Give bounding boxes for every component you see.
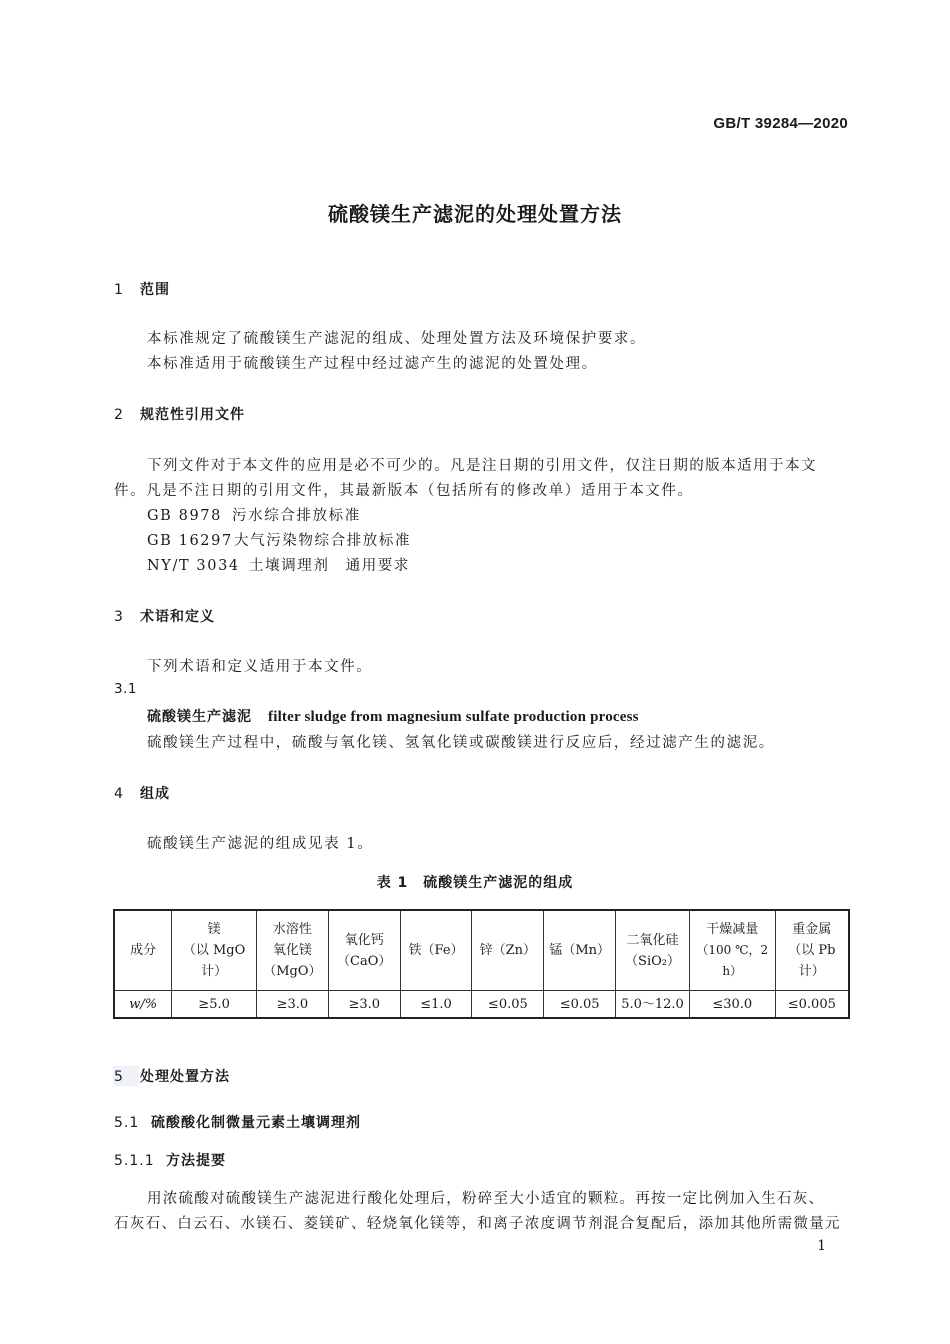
- reference-item: [147, 529, 411, 550]
- section-title: 方法提要: [166, 1153, 226, 1169]
- paragraph: 本标准适用于硫酸镁生产过程中经过滤产生的滤泥的处置处理。: [147, 356, 598, 372]
- section-2-heading: [114, 404, 245, 424]
- section-1-heading: [114, 279, 170, 299]
- table-cell: ≥3.0: [256, 991, 328, 1019]
- section-3-heading: [114, 606, 215, 626]
- table-cell: ≤0.05: [544, 991, 616, 1019]
- section-number: 5: [114, 1069, 124, 1085]
- header-cell: 镁 （以 MgO 计）: [172, 910, 257, 991]
- section-title: 组成: [140, 786, 170, 802]
- paragraph: 本标准规定了硫酸镁生产滤泥的组成、处理处置方法及环境保护要求。: [147, 331, 647, 347]
- page-number: 1: [817, 1238, 826, 1254]
- header-cell: 锌（Zn）: [472, 910, 544, 991]
- table-header-row: [114, 910, 849, 991]
- section-5-heading: [114, 1066, 230, 1086]
- section-number: 4: [114, 786, 124, 802]
- reference-item: [147, 504, 361, 525]
- header-cell: 干燥减量 （100 ℃，2 h）: [689, 910, 775, 991]
- paragraph: 石灰石、白云石、水镁石、菱镁矿、轻烧氧化镁等，和离子浓度调节剂混合复配后，添加其他所需微量元: [114, 1216, 841, 1232]
- reference-code: NY/T 3034: [147, 558, 240, 574]
- paragraph: 件。凡是不注日期的引用文件，其最新版本（包括所有的修改单）适用于本文件。: [114, 483, 694, 499]
- section-number: 2: [114, 407, 124, 423]
- table-cell: ≥3.0: [328, 991, 400, 1019]
- table-cell: ≤0.05: [472, 991, 544, 1019]
- term-english: filter sludge from magnesium sulfate production process: [268, 709, 639, 725]
- section-title: 范围: [140, 282, 170, 298]
- section-number: 5.1: [114, 1115, 140, 1131]
- reference-title: 污水综合排放标准: [232, 508, 361, 524]
- table-cell: 5.0～12.0: [616, 991, 690, 1019]
- paragraph: 下列文件对于本文件的应用是必不可少的。凡是注日期的引用文件，仅注日期的版本适用于本文: [147, 458, 817, 474]
- table-caption: 表 1 硫酸镁生产滤泥的组成: [376, 875, 574, 891]
- term-chinese: 硫酸镁生产滤泥: [147, 709, 252, 725]
- paragraph: 用浓硫酸对硫酸镁生产滤泥进行酸化处理后，粉碎至大小适宜的颗粒。再按一定比例加入生石灰、: [147, 1191, 825, 1207]
- paragraph: 硫酸镁生产滤泥的组成见表 1。: [147, 836, 374, 852]
- term-number: 3.1: [114, 681, 137, 697]
- header-cell: 二氧化硅 （SiO₂）: [616, 910, 690, 991]
- section-number: 5.1.1: [114, 1153, 155, 1169]
- reference-title: 土壤调理剂 通用要求: [249, 558, 410, 574]
- reference-title: 大气污染物综合排放标准: [234, 533, 412, 549]
- table-cell: ≥5.0: [172, 991, 257, 1019]
- subsection-5-1-heading: [114, 1112, 361, 1132]
- header-cell: 锰（Mn）: [544, 910, 616, 991]
- header-cell: 氧化钙 （CaO）: [328, 910, 400, 991]
- section-4-heading: [114, 783, 170, 803]
- section-title: 硫酸酸化制微量元素土壤调理剂: [151, 1115, 361, 1131]
- header-cell: 水溶性 氧化镁 （MgO）: [256, 910, 328, 991]
- section-title: 规范性引用文件: [140, 407, 245, 423]
- document-title: 硫酸镁生产滤泥的处理处置方法: [328, 202, 622, 226]
- table-row: [114, 991, 849, 1019]
- section-number: 3: [114, 609, 124, 625]
- reference-code: GB 16297: [147, 533, 233, 549]
- section-title: 术语和定义: [140, 609, 215, 625]
- term-definition: 硫酸镁生产过程中，硫酸与氧化镁、氢氧化镁或碳酸镁进行反应后，经过滤产生的滤泥。: [147, 735, 775, 751]
- table-cell: ≤30.0: [689, 991, 775, 1019]
- paragraph: 下列术语和定义适用于本文件。: [147, 659, 373, 675]
- table-cell: ≤0.005: [775, 991, 849, 1019]
- section-title: 处理处置方法: [140, 1069, 230, 1085]
- reference-code: GB 8978: [147, 508, 222, 524]
- header-cell: 重金属 （以 Pb 计）: [775, 910, 849, 991]
- header-cell: 成分: [114, 910, 172, 991]
- standard-number: GB/T 39284—2020: [713, 115, 848, 132]
- subsection-5-1-1-heading: [114, 1150, 226, 1170]
- term-entry: [147, 706, 639, 726]
- reference-item: [147, 554, 410, 575]
- row-label-cell: w/%: [114, 991, 172, 1019]
- section-number: 1: [114, 282, 124, 298]
- table-cell: ≤1.0: [400, 991, 472, 1019]
- header-cell: 铁（Fe）: [400, 910, 472, 991]
- composition-table: [113, 909, 850, 1019]
